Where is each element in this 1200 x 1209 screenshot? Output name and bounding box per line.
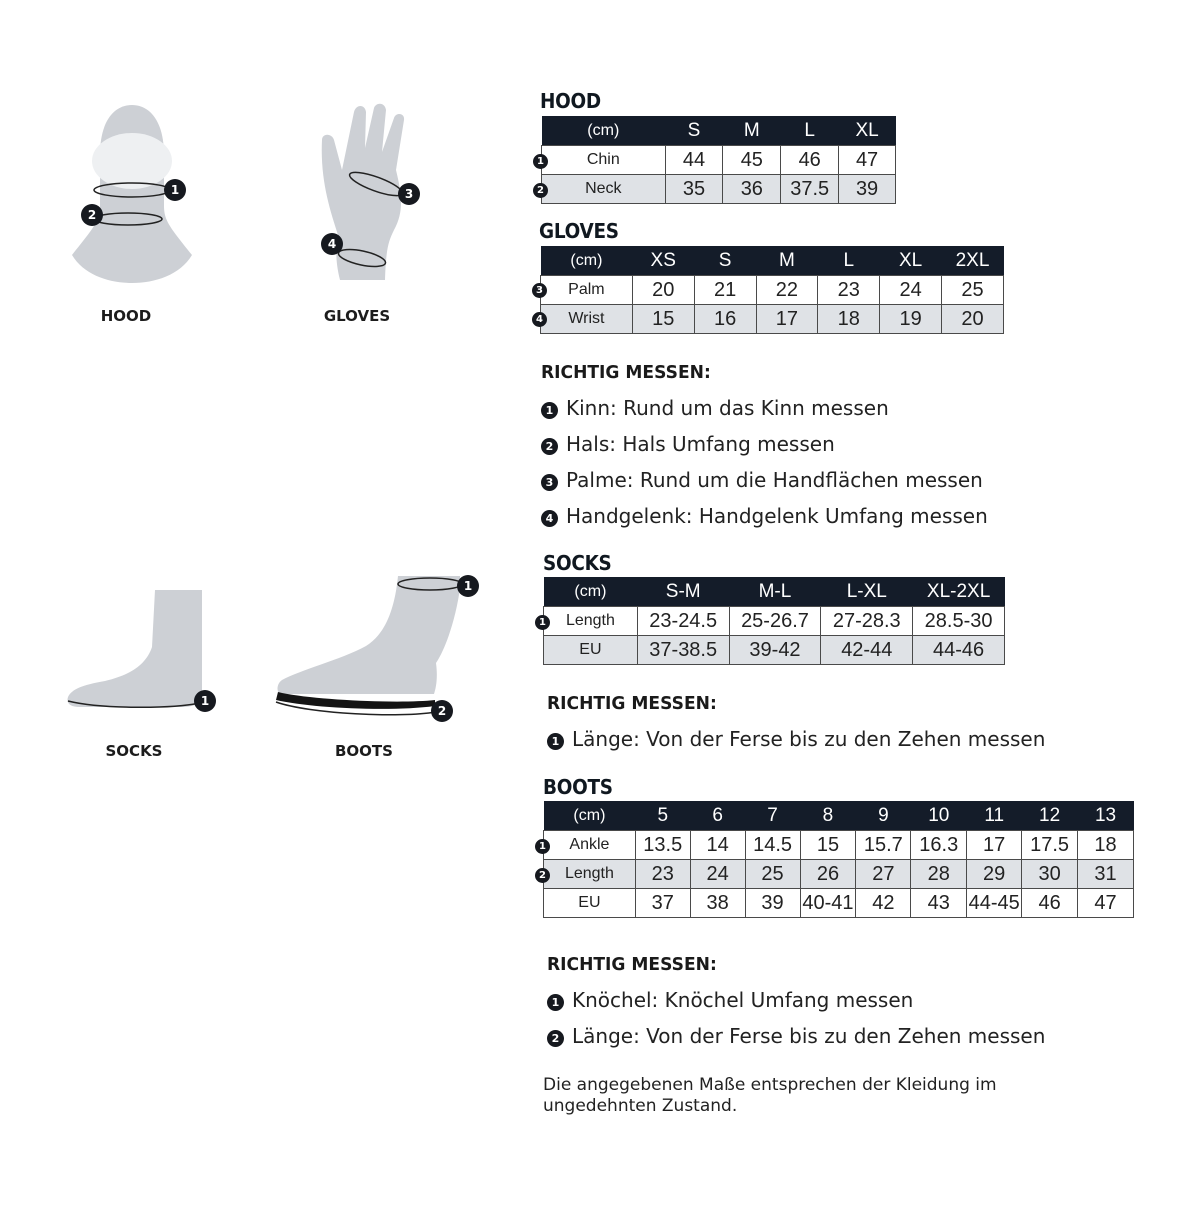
table-row	[541, 276, 1004, 305]
table-cell: 42-44	[821, 636, 913, 665]
table-row	[541, 305, 1004, 334]
item-marker: 4	[541, 510, 558, 527]
item-marker: 1	[547, 733, 564, 750]
size-header: XL	[839, 116, 896, 146]
socks-figure-label: SOCKS	[105, 742, 163, 760]
table-row	[544, 831, 1134, 860]
size-header: 9	[856, 801, 911, 831]
table-row	[544, 607, 1005, 636]
row-marker: 4	[532, 312, 547, 327]
gloves-marker-4: 4	[321, 233, 343, 255]
table-cell: 31	[1078, 860, 1134, 889]
table-row	[542, 146, 896, 175]
table-cell: 25	[942, 276, 1004, 305]
measure-item-chin	[541, 396, 889, 420]
row-label: EU	[544, 889, 636, 918]
row-marker: 1	[533, 154, 548, 169]
size-header: L	[818, 246, 880, 276]
hood-illustration	[60, 95, 210, 295]
item-text: Knöchel: Knöchel Umfang messen	[572, 988, 914, 1012]
table-cell: 13.5	[635, 831, 690, 860]
boots-illustration	[270, 568, 460, 723]
row-label: Neck	[542, 175, 666, 204]
hood-marker-2: 2	[81, 204, 103, 226]
measure-item-neck	[541, 432, 835, 456]
table-cell: 25	[745, 860, 800, 889]
table-cell: 45	[723, 146, 781, 175]
measure-item-palm	[541, 468, 983, 492]
size-header: 8	[800, 801, 856, 831]
boots-figure-label: BOOTS	[335, 742, 393, 760]
size-header: XL	[880, 246, 942, 276]
table-row	[542, 175, 896, 204]
table-cell: 44-46	[913, 636, 1005, 665]
measure-item-boot-length	[547, 1024, 1045, 1048]
table-cell: 37-38.5	[637, 636, 729, 665]
socks-marker-1: 1	[194, 690, 216, 712]
table-cell: 44-45	[967, 889, 1022, 918]
table-cell: 39	[745, 889, 800, 918]
table-cell: 18	[1078, 831, 1134, 860]
boots-size-table	[543, 801, 1134, 918]
hood-face-opening	[92, 133, 172, 189]
measure-item-ankle	[547, 988, 913, 1012]
table-cell: 19	[880, 305, 942, 334]
footnote: Die angegebenen Maße entsprechen der Kleidung im ungedehnten Zustand.	[543, 1075, 997, 1116]
measure-heading-1: RICHTIG MESSEN:	[541, 362, 711, 383]
measure-heading-2: RICHTIG MESSEN:	[547, 693, 717, 714]
hood-title: HOOD	[540, 89, 601, 113]
table-cell: 28.5-30	[913, 607, 1005, 636]
table-cell: 38	[690, 889, 745, 918]
boots-marker-1: 1	[457, 575, 479, 597]
row-label: Wrist	[541, 305, 633, 334]
size-header: S-M	[637, 577, 729, 607]
table-cell: 15.7	[856, 831, 911, 860]
table-cell: 15	[632, 305, 694, 334]
unit-header: (cm)	[541, 246, 633, 276]
row-marker: 3	[532, 283, 547, 298]
table-cell: 42	[856, 889, 911, 918]
table-cell: 16.3	[911, 831, 967, 860]
item-marker: 1	[541, 402, 558, 419]
unit-header: (cm)	[544, 801, 636, 831]
table-cell: 20	[632, 276, 694, 305]
table-cell: 47	[1078, 889, 1134, 918]
size-header: 10	[911, 801, 967, 831]
table-cell: 39	[839, 175, 896, 204]
table-cell: 35	[665, 175, 723, 204]
item-text: Länge: Von der Ferse bis zu den Zehen messen	[572, 1024, 1046, 1048]
table-cell: 37	[635, 889, 690, 918]
size-header: XL-2XL	[913, 577, 1005, 607]
table-cell: 14	[690, 831, 745, 860]
row-marker: 1	[535, 839, 550, 854]
row-label: Ankle	[544, 831, 636, 860]
table-cell: 43	[911, 889, 967, 918]
table-cell: 24	[880, 276, 942, 305]
table-cell: 28	[911, 860, 967, 889]
hood-size-table	[541, 116, 896, 204]
table-cell: 27	[856, 860, 911, 889]
size-header: M-L	[729, 577, 821, 607]
row-label: EU	[544, 636, 638, 665]
table-row	[544, 889, 1134, 918]
item-text: Hals: Hals Umfang messen	[566, 432, 835, 456]
boot-sole	[276, 692, 435, 709]
table-cell: 20	[942, 305, 1004, 334]
item-text: Kinn: Rund um das Kinn messen	[566, 396, 889, 420]
table-cell: 22	[756, 276, 818, 305]
hood-figure-label: HOOD	[100, 307, 152, 325]
table-header-row	[544, 801, 1134, 831]
measure-item-wrist	[541, 504, 988, 528]
table-row	[544, 636, 1005, 665]
size-header: 5	[635, 801, 690, 831]
size-header: L	[781, 116, 839, 146]
row-label: Palm	[541, 276, 633, 305]
size-header: XS	[632, 246, 694, 276]
size-header: 12	[1022, 801, 1078, 831]
table-cell: 47	[839, 146, 896, 175]
table-cell: 46	[781, 146, 839, 175]
boots-title: BOOTS	[543, 775, 613, 799]
table-cell: 24	[690, 860, 745, 889]
table-cell: 23	[818, 276, 880, 305]
table-cell: 16	[694, 305, 756, 334]
table-cell: 14.5	[745, 831, 800, 860]
table-cell: 27-28.3	[821, 607, 913, 636]
size-header: 2XL	[942, 246, 1004, 276]
size-header: S	[665, 116, 723, 146]
row-marker: 2	[533, 183, 548, 198]
size-header: S	[694, 246, 756, 276]
table-cell: 30	[1022, 860, 1078, 889]
item-text: Palme: Rund um die Handflächen messen	[566, 468, 983, 492]
boot-shape	[278, 576, 461, 694]
socks-title: SOCKS	[543, 551, 612, 575]
table-header-row	[544, 577, 1005, 607]
table-cell: 46	[1022, 889, 1078, 918]
row-label: Length	[544, 607, 638, 636]
gloves-marker-3: 3	[398, 183, 420, 205]
row-marker: 2	[535, 868, 550, 883]
size-header: 7	[745, 801, 800, 831]
size-header: 6	[690, 801, 745, 831]
table-header-row	[541, 246, 1004, 276]
item-marker: 2	[541, 438, 558, 455]
hood-marker-1: 1	[164, 179, 186, 201]
gloves-title: GLOVES	[539, 219, 619, 243]
sock-shape	[68, 590, 203, 707]
size-header: M	[723, 116, 781, 146]
size-header: L-XL	[821, 577, 913, 607]
size-header: 11	[967, 801, 1022, 831]
table-cell: 18	[818, 305, 880, 334]
boots-marker-2: 2	[431, 700, 453, 722]
unit-header: (cm)	[542, 116, 666, 146]
item-text: Länge: Von der Ferse bis zu den Zehen messen	[572, 727, 1046, 751]
row-label: Length	[544, 860, 636, 889]
size-header: 13	[1078, 801, 1134, 831]
row-marker: 1	[535, 615, 550, 630]
table-row	[544, 860, 1134, 889]
measure-heading-3: RICHTIG MESSEN:	[547, 954, 717, 975]
table-cell: 36	[723, 175, 781, 204]
item-text: Handgelenk: Handgelenk Umfang messen	[566, 504, 988, 528]
table-cell: 23	[635, 860, 690, 889]
unit-header: (cm)	[544, 577, 638, 607]
socks-illustration	[60, 585, 210, 715]
item-marker: 3	[541, 474, 558, 491]
table-cell: 17.5	[1022, 831, 1078, 860]
table-header-row	[542, 116, 896, 146]
table-cell: 25-26.7	[729, 607, 821, 636]
item-marker: 1	[547, 994, 564, 1011]
socks-size-table	[543, 577, 1005, 665]
table-cell: 23-24.5	[637, 607, 729, 636]
table-cell: 40-41	[800, 889, 856, 918]
table-cell: 17	[756, 305, 818, 334]
table-cell: 37.5	[781, 175, 839, 204]
size-header: M	[756, 246, 818, 276]
item-marker: 2	[547, 1030, 564, 1047]
row-label: Chin	[542, 146, 666, 175]
table-cell: 44	[665, 146, 723, 175]
table-cell: 39-42	[729, 636, 821, 665]
gloves-figure-label: GLOVES	[323, 307, 391, 325]
table-cell: 26	[800, 860, 856, 889]
table-cell: 21	[694, 276, 756, 305]
gloves-size-table	[540, 246, 1004, 334]
measure-item-sock-length	[547, 727, 1045, 751]
table-cell: 29	[967, 860, 1022, 889]
table-cell: 17	[967, 831, 1022, 860]
table-cell: 15	[800, 831, 856, 860]
